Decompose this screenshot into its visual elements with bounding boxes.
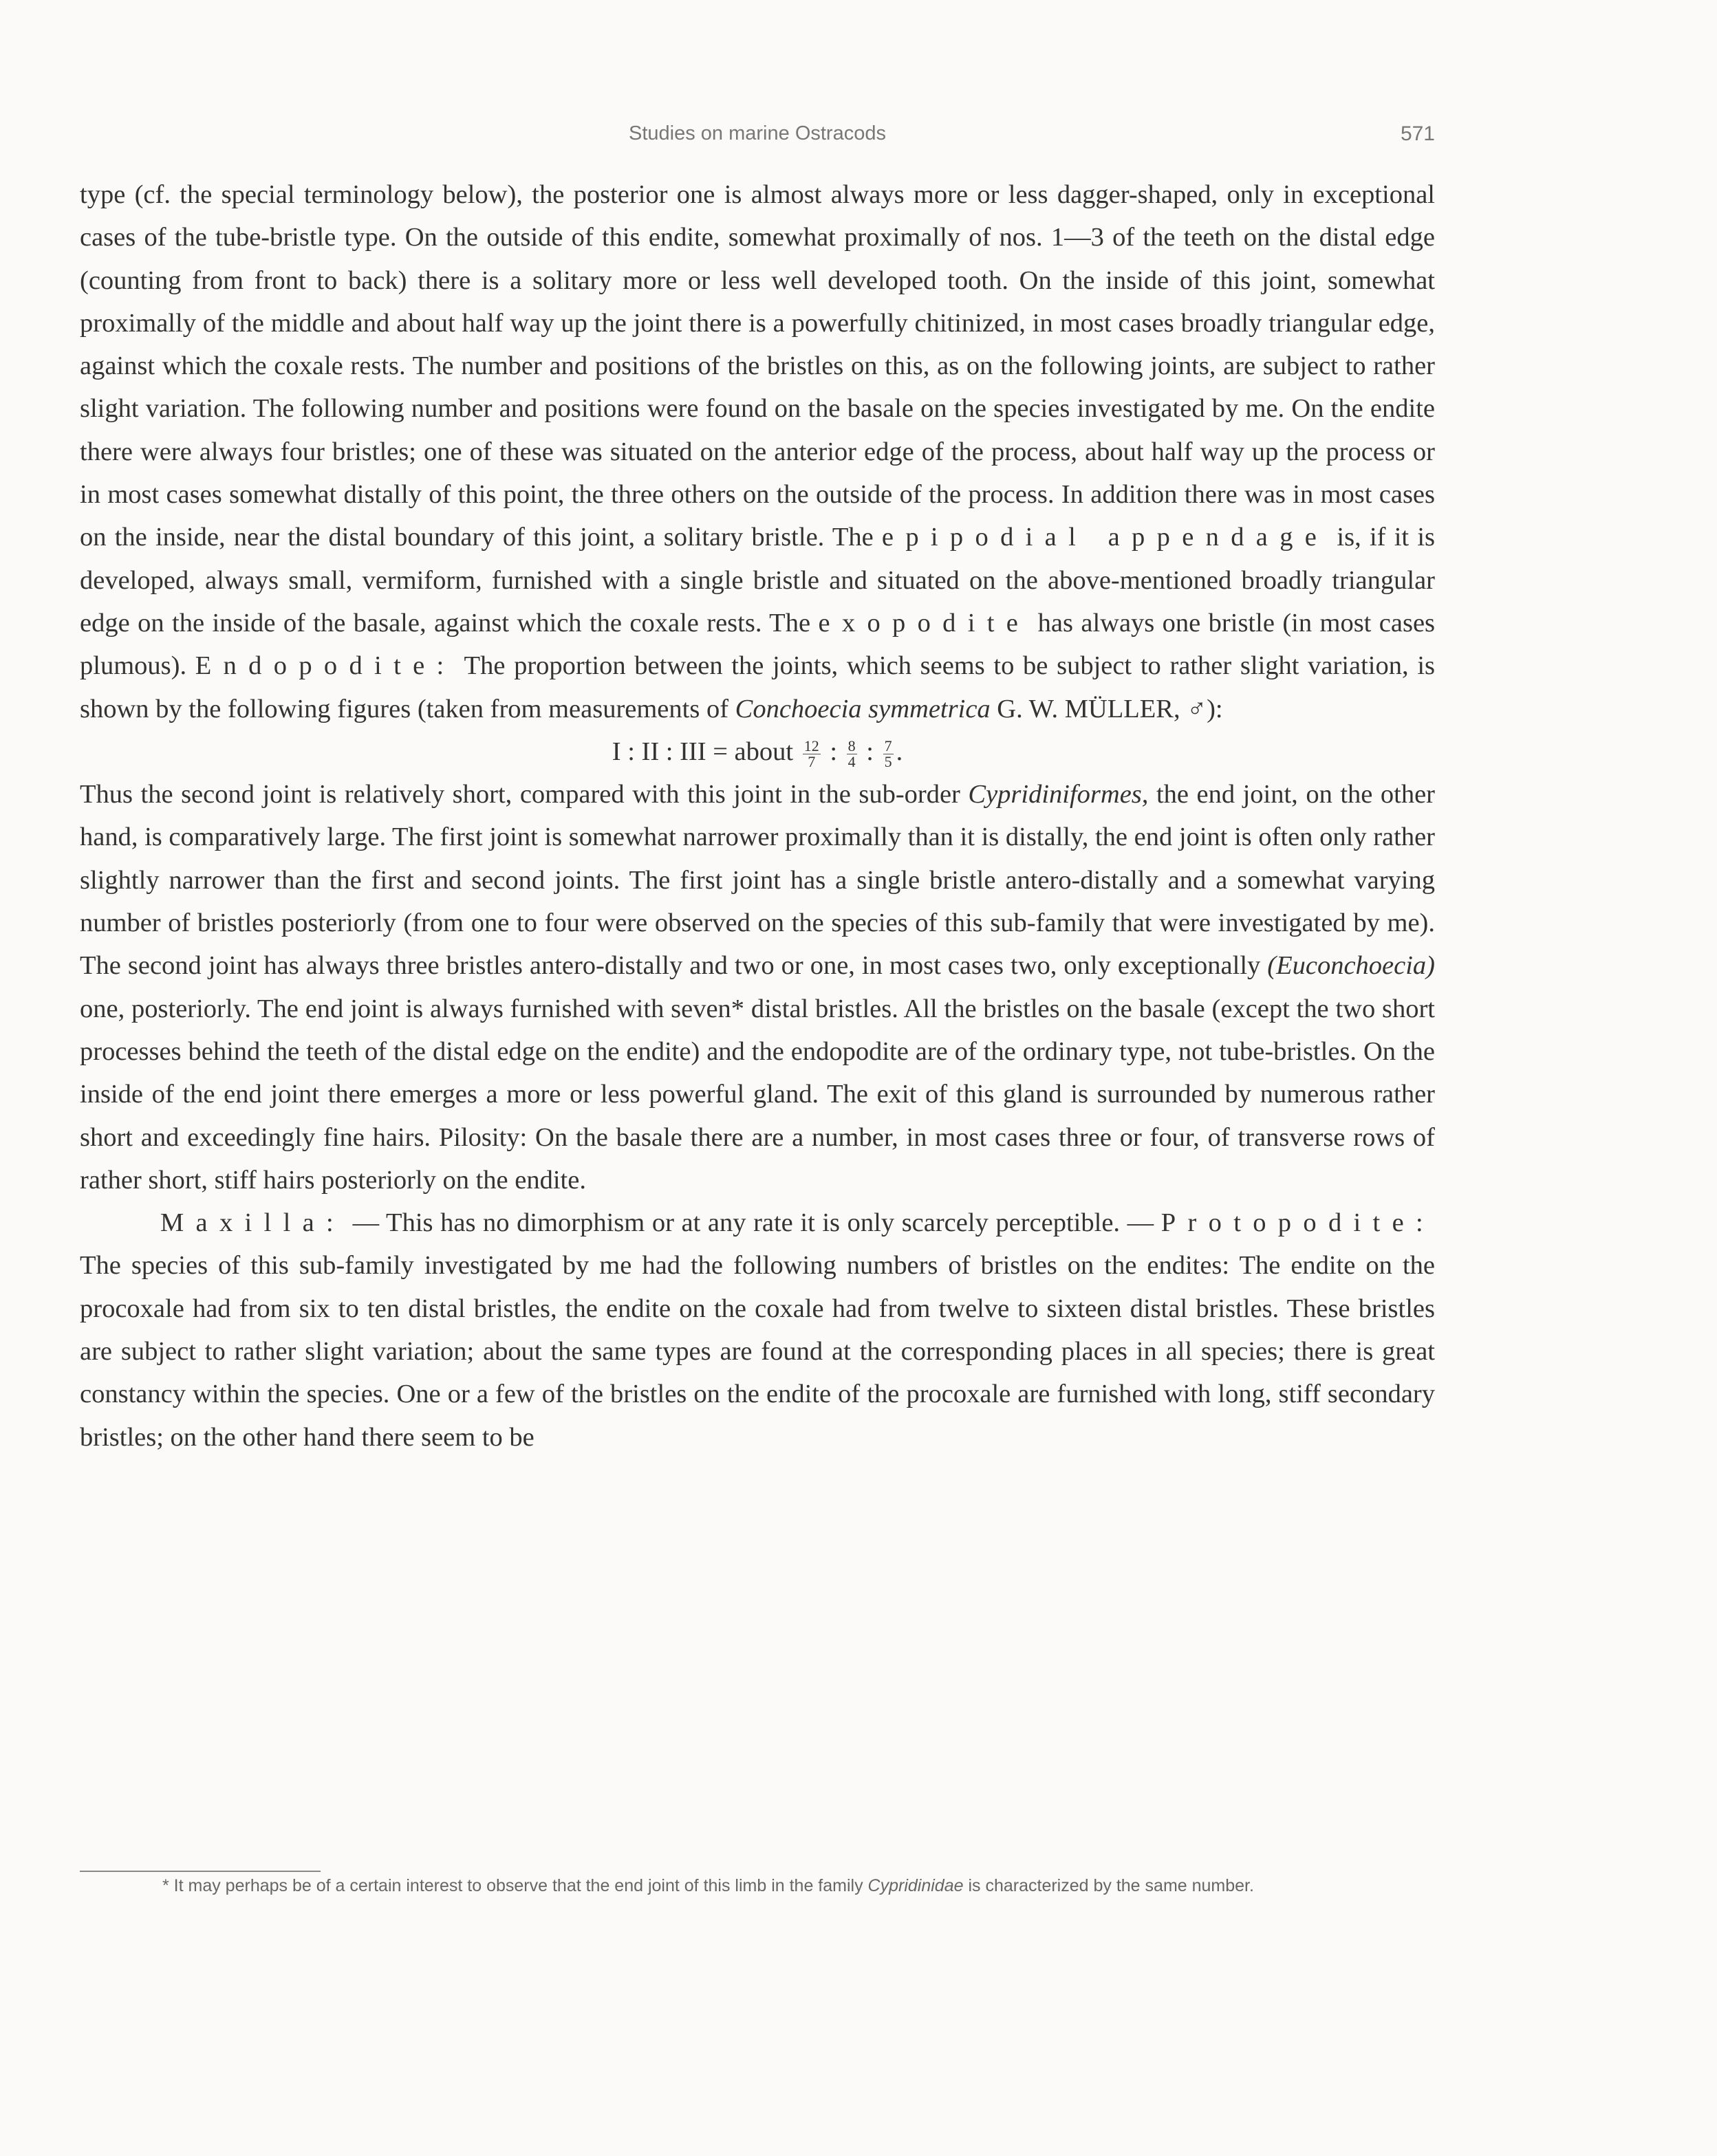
genus-name: (Euconchoecia) [1267, 951, 1435, 981]
page-number: 571 [1400, 122, 1435, 145]
body-text [80, 173, 1435, 1459]
term-maxilla: Maxilla: [160, 1208, 346, 1238]
term-endopodite: Endopodite: [195, 651, 456, 681]
footnote: * It may perhaps be of a certain interest to observe that the end joint of this limb in the family Cypridinidae is characterized by the same number. [162, 1876, 1254, 1895]
document-page [80, 0, 1435, 2156]
running-title: Studies on marine Ostracods [629, 122, 886, 144]
term-protopodite: Protopodite: [1160, 1208, 1436, 1238]
fraction: $\frac{12}{7}$ [803, 737, 819, 770]
footnote-rule [80, 1871, 321, 1872]
paragraph: type (cf. the special terminology below), the posterior one is almost always more or less dagger-shaped, only in exceptional cases of the tube-bristle type. On the outside of this endite, somewhat proximally of nos. 1—3 of the teeth on the distal edge (counting from front to back) there is a solitary more or less well developed tooth. On the inside of this joint, somewhat proximally of the middle and about half way up the joint there is a powerfully chitinized, in most cases broadly triangular edge, against which the coxale rests. The number and positions of the bristles on this, as on the following joints, are subject to rather slight variation. The following number and positions were found on the basale on the species investigated by me. On the endite there were always four bristles; one of these was situated on the anterior edge of the process, about half way up the process or in most cases somewhat distally of this point, the three others on the outside of the process. In addition there was in most cases on the inside, near the distal boundary of this joint, a solitary bristle. The epipodial appendage is, if it is developed, always small, vermiform, furnished with a single bristle and situated on the above-mentioned broadly triangular edge on the inside of the basale, against which the coxale rests. The exopodite has always one bristle (in most cases plumous). Endopodite: The proportion between the joints, which seems to be subject to rather slight variation, is shown by the following figures (taken from measurements of Conchoecia symmetrica G. W. MÜLLER, ♂): [80, 180, 1436, 723]
fraction: $\frac{7}{5}$ [884, 737, 892, 770]
term-exopodite: exopodite [818, 608, 1030, 638]
suborder-name: Cypridiniformes, [968, 780, 1149, 809]
species-name: Conchoecia symmetrica [735, 694, 991, 723]
running-head [80, 122, 1435, 150]
paragraph: Thus the second joint is relatively short, compared with this joint in the sub-order Cypridiniformes, the end joint, on the other hand, is comparatively large. The first joint is somewhat narrower proximally than it is distally, the end joint is often only rather slightly narrower than the first and second joints. The first joint has a single bristle antero-distally and a somewhat varying number of bristles posteriorly (from one to four were observed on the species of this sub-family that were investigated by me). The second joint has always three bristles antero-distally and two or one, in most cases two, only exceptionally (Euconchoecia) one, posteriorly. The end joint is always furnished with seven* distal bristles. All the bristles on the basale (except the two short processes behind the teeth of the distal edge on the endite) and the endopodite are of the ordinary type, not tube-bristles. On the inside of the end joint there emerges a more or less powerful gland. The exit of this gland is surrounded by numerous rather short and exceedingly fine hairs. Pilosity: On the basale there are a number, in most cases three or four, of transverse rows of rather short, stiff hairs posteriorly on the endite. [80, 780, 1435, 1195]
fraction: $\frac{8}{4}$ [847, 737, 856, 770]
paragraph: Maxilla: — This has no dimorphism or at any rate it is only scarcely perceptible. — Protopodite: The species of this sub-family investigated by me had the following numbers of bristles on the endites: The endite on the procoxale had from six to ten distal bristles, the endite on the coxale had from twelve to sixteen distal bristles. These bristles are subject to rather slight variation; about the same types are found at the corresponding places in all species; there is great constancy within the species. One or a few of the bristles on the endite of the procoxale are furnished with long, stiff secondary bristles; on the other hand there seem to be [80, 1208, 1436, 1452]
family-name: Cypridinidae [867, 1876, 964, 1895]
term-epipodial-appendage: epipodial appendage [881, 523, 1329, 552]
joint-proportion-equation: I : II : III = about $\frac{12}{7}$ : $\frac{8}{4}$ : $\frac{7}{5}$ . [612, 737, 903, 770]
